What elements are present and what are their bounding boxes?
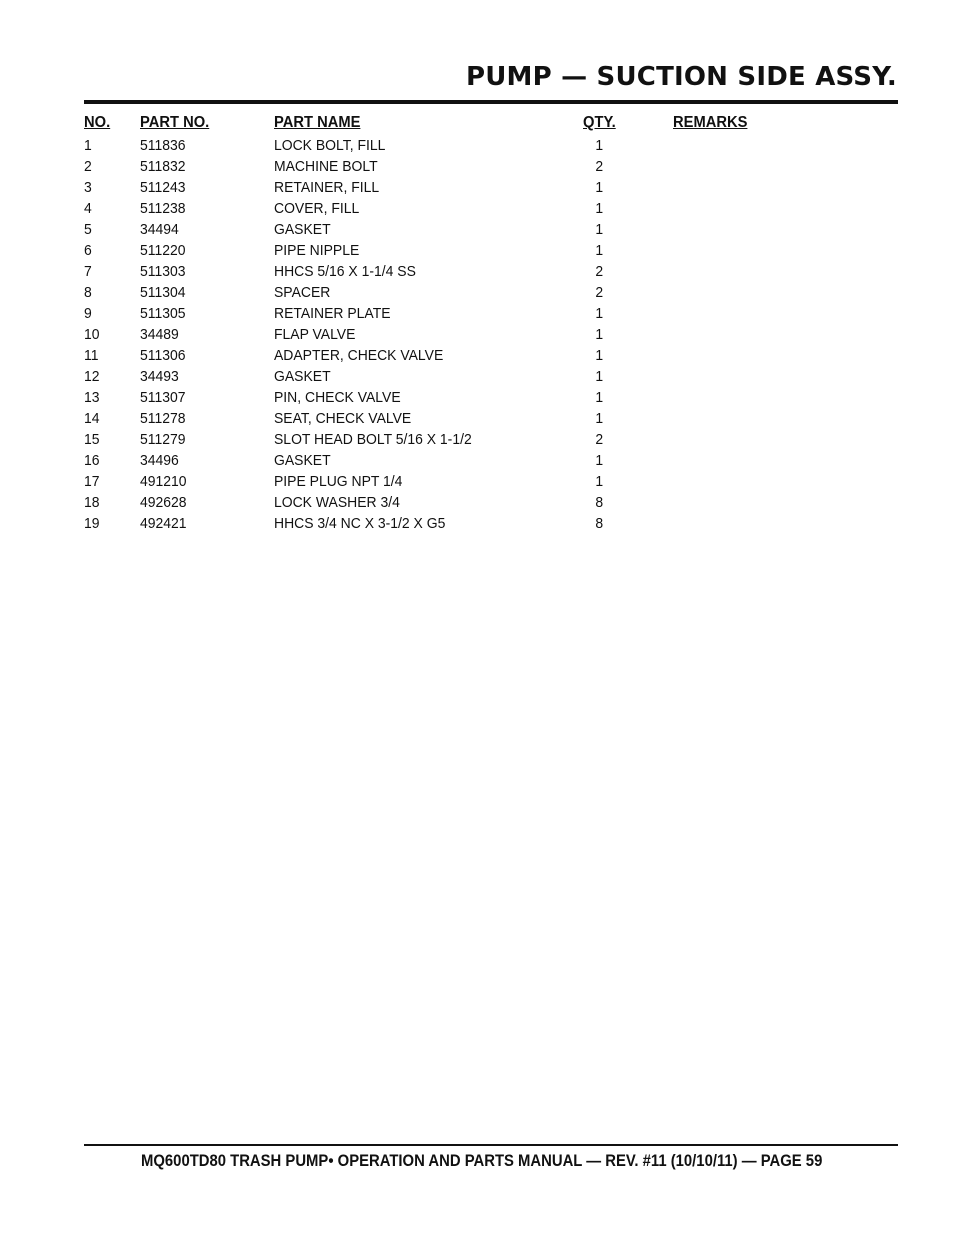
page-footer: MQ600TD80 TRASH PUMP• OPERATION AND PARTS MANUAL — REV. #11 (10/10/11) — PAGE 59 — [141, 1152, 823, 1170]
part-name: GASKET — [274, 368, 331, 385]
part-name: SPACER — [274, 284, 331, 301]
part-number: 34496 — [140, 452, 179, 469]
part-number-index: 19 — [84, 515, 100, 532]
part-quantity: 1 — [595, 347, 604, 364]
table-row — [0, 345, 954, 366]
part-quantity: 1 — [595, 305, 604, 322]
part-number: 492421 — [140, 515, 187, 532]
part-number: 492628 — [140, 494, 187, 511]
part-number-index: 15 — [84, 431, 100, 448]
part-quantity: 2 — [595, 284, 604, 301]
table-row — [0, 135, 954, 156]
table-row — [0, 240, 954, 261]
part-name: RETAINER PLATE — [274, 305, 391, 322]
table-row — [0, 387, 954, 408]
page-title: PUMP — SUCTION SIDE ASSY. — [465, 62, 897, 92]
part-quantity: 1 — [595, 179, 604, 196]
table-row — [0, 513, 954, 534]
table-row — [0, 261, 954, 282]
part-name: GASKET — [274, 452, 331, 469]
part-number: 491210 — [140, 473, 187, 490]
header-qty: QTY. — [583, 114, 616, 131]
part-name: PIN, CHECK VALVE — [274, 389, 401, 406]
part-name: SEAT, CHECK VALVE — [274, 410, 412, 427]
part-number: 34489 — [140, 326, 179, 343]
part-number-index: 5 — [84, 221, 92, 238]
part-number: 511278 — [140, 410, 186, 427]
part-name: HHCS 3/4 NC X 3-1/2 X G5 — [274, 515, 446, 532]
part-name: ADAPTER, CHECK VALVE — [274, 347, 444, 364]
part-number: 511832 — [140, 158, 186, 175]
title-divider — [84, 100, 898, 104]
part-name: PIPE NIPPLE — [274, 242, 360, 259]
part-number-index: 16 — [84, 452, 100, 469]
table-row — [0, 450, 954, 471]
table-row — [0, 303, 954, 324]
part-number: 511303 — [140, 263, 186, 280]
part-quantity: 8 — [595, 494, 604, 511]
part-quantity: 1 — [595, 242, 604, 259]
table-row — [0, 492, 954, 513]
part-quantity: 1 — [595, 473, 604, 490]
part-quantity: 1 — [595, 389, 604, 406]
part-name: FLAP VALVE — [274, 326, 356, 343]
part-number: 34494 — [140, 221, 179, 238]
table-row — [0, 198, 954, 219]
part-number: 511279 — [140, 431, 186, 448]
part-number: 511238 — [140, 200, 186, 217]
part-number-index: 18 — [84, 494, 100, 511]
part-number-index: 1 — [84, 137, 92, 154]
part-number: 511304 — [140, 284, 186, 301]
part-quantity: 1 — [595, 368, 604, 385]
part-number: 511220 — [140, 242, 186, 259]
part-name: SLOT HEAD BOLT 5/16 X 1-1/2 — [274, 431, 472, 448]
part-name: RETAINER, FILL — [274, 179, 380, 196]
footer-divider — [84, 1144, 898, 1146]
part-quantity: 1 — [595, 200, 604, 217]
part-quantity: 1 — [595, 452, 604, 469]
part-name: MACHINE BOLT — [274, 158, 378, 175]
part-number-index: 6 — [84, 242, 92, 259]
part-name: LOCK BOLT, FILL — [274, 137, 386, 154]
part-number: 511243 — [140, 179, 186, 196]
part-number-index: 4 — [84, 200, 92, 217]
table-row — [0, 177, 954, 198]
part-name: HHCS 5/16 X 1-1/4 SS — [274, 263, 416, 280]
part-number-index: 14 — [84, 410, 100, 427]
part-number: 511305 — [140, 305, 186, 322]
part-quantity: 8 — [595, 515, 604, 532]
part-number-index: 11 — [84, 347, 99, 364]
table-row — [0, 366, 954, 387]
part-quantity: 1 — [595, 326, 604, 343]
part-quantity: 2 — [595, 263, 604, 280]
part-number-index: 9 — [84, 305, 92, 322]
part-number-index: 12 — [84, 368, 100, 385]
part-quantity: 1 — [595, 137, 604, 154]
part-number: 511307 — [140, 389, 186, 406]
table-row — [0, 324, 954, 345]
part-number: 511306 — [140, 347, 186, 364]
part-number: 34493 — [140, 368, 179, 385]
part-quantity: 2 — [595, 158, 604, 175]
header-part-name: PART NAME — [274, 114, 361, 131]
parts-table-body — [0, 135, 954, 534]
part-number-index: 13 — [84, 389, 100, 406]
table-row — [0, 408, 954, 429]
part-name: PIPE PLUG NPT 1/4 — [274, 473, 403, 490]
table-row — [0, 429, 954, 450]
part-name: LOCK WASHER 3/4 — [274, 494, 400, 511]
part-number-index: 7 — [84, 263, 92, 280]
header-no: NO. — [84, 114, 111, 131]
part-quantity: 1 — [595, 221, 604, 238]
header-part-no: PART NO. — [140, 114, 210, 131]
part-name: COVER, FILL — [274, 200, 360, 217]
part-name: GASKET — [274, 221, 331, 238]
table-row — [0, 156, 954, 177]
part-number-index: 8 — [84, 284, 92, 301]
part-quantity: 1 — [595, 410, 604, 427]
part-number-index: 10 — [84, 326, 100, 343]
header-remarks: REMARKS — [673, 114, 748, 131]
part-number: 511836 — [140, 137, 186, 154]
part-quantity: 2 — [595, 431, 604, 448]
part-number-index: 2 — [84, 158, 92, 175]
table-row — [0, 282, 954, 303]
part-number-index: 17 — [84, 473, 100, 490]
part-number-index: 3 — [84, 179, 92, 196]
table-row — [0, 219, 954, 240]
table-row — [0, 471, 954, 492]
